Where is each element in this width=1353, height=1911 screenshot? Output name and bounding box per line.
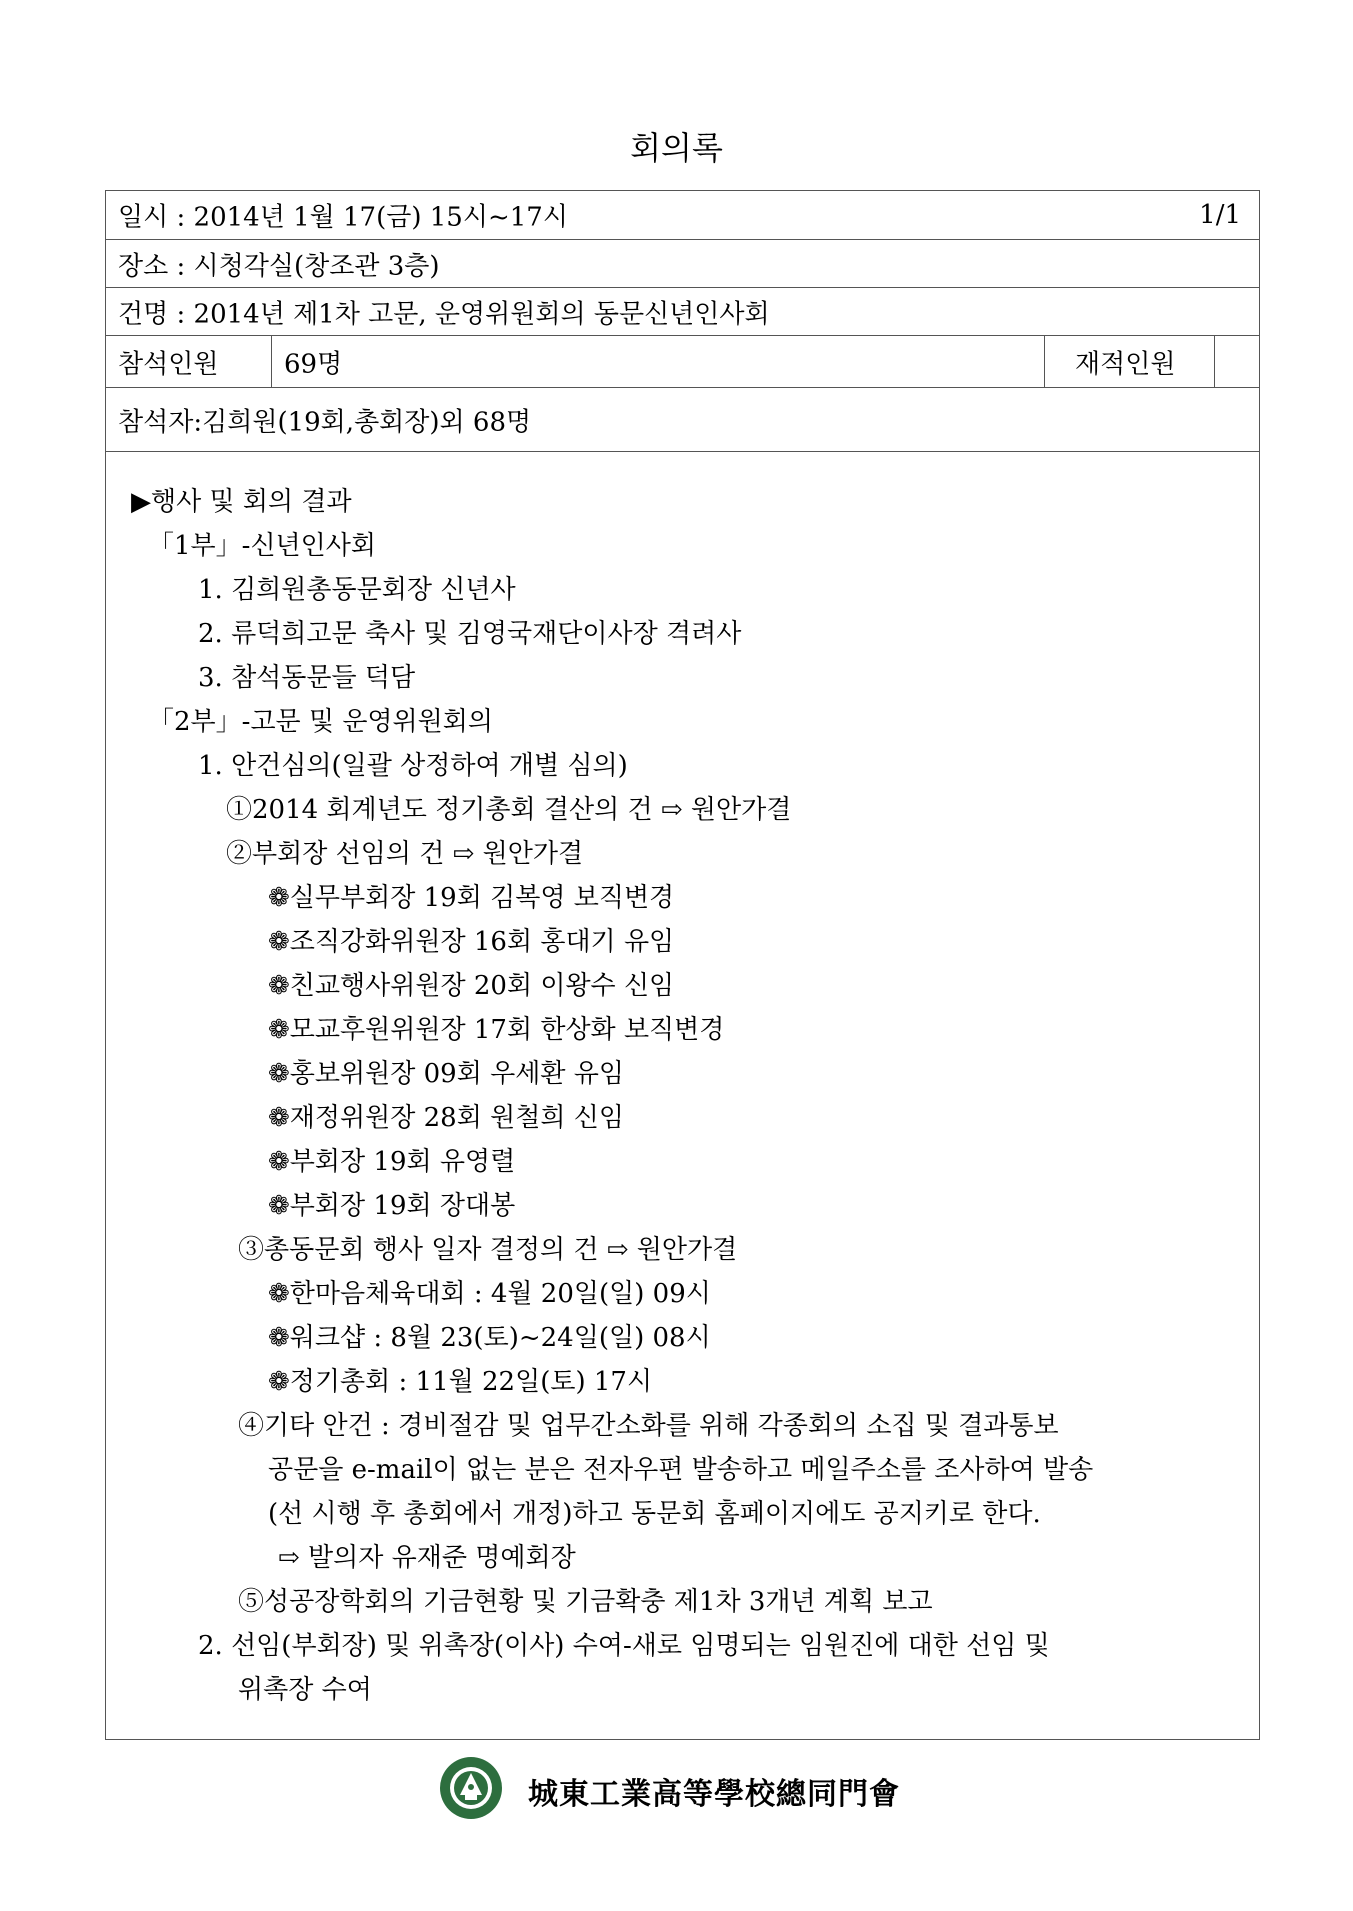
document-title: 회의록 — [630, 129, 723, 167]
place-line: 장소 : 시청각실(창조관 3층) — [118, 251, 440, 281]
sub-item: ❁부회장 19회 장대봉 — [268, 1191, 516, 1221]
list-item: 1. 안건심의(일괄 상정하여 개별 심의) — [198, 751, 628, 781]
sub-item: ❁친교행사위원장 20회 이왕수 신임 — [268, 971, 675, 1001]
agenda-item: ①2014 회계년도 정기총회 결산의 건 ⇨ 원안가결 — [226, 795, 792, 825]
sub-item: ❁조직강화위원장 16회 홍대기 유임 — [268, 927, 675, 957]
attend-label: 참석인원 — [118, 349, 219, 379]
attendees-row — [106, 388, 1259, 452]
attendees-line: 참석자:김희원(19회,총회장)외 68명 — [118, 407, 532, 437]
list-item: 2. 선임(부회장) 및 위촉장(이사) 수여-새로 임명되는 임원진에 대한 선임 및 — [198, 1631, 1050, 1661]
date-line: 일시 : 2014년 1월 17(금) 15시~17시 — [118, 202, 568, 233]
list-item: 3. 참석동문들 덕담 — [198, 663, 416, 693]
sub-item: ❁워크샵 : 8월 23(토)~24일(일) 08시 — [268, 1323, 711, 1353]
section-heading: ▶행사 및 회의 결과 — [131, 487, 352, 517]
subject-row — [106, 288, 1259, 336]
agenda-item: ⑤성공장학회의 기금현황 및 기금확충 제1차 3개년 계획 보고 — [238, 1587, 933, 1617]
organization-name: 城東工業高等學校總同門會 — [528, 1777, 900, 1812]
minutes-table — [105, 190, 1260, 1740]
attend-value-cell — [272, 336, 1045, 387]
list-item: 2. 류덕희고문 축사 및 김영국재단이사장 격려사 — [198, 619, 742, 649]
date-row — [106, 191, 1259, 240]
part-heading: 「2부」-고문 및 운영위원회의 — [148, 707, 494, 737]
school-seal-logo — [438, 1755, 504, 1821]
attend-value: 69명 — [284, 349, 343, 379]
attendance-row — [106, 336, 1259, 388]
sub-item: ❁정기총회 : 11월 22일(토) 17시 — [268, 1367, 653, 1397]
sub-item: ❁부회장 19회 유영렬 — [268, 1147, 516, 1177]
list-item: 1. 김희원총동문회장 신년사 — [198, 575, 516, 605]
agenda-item: ③총동문회 행사 일자 결정의 건 ⇨ 원안가결 — [238, 1235, 738, 1265]
agenda-continuation: 공문을 e-mail이 없는 분은 전자우편 발송하고 메일주소를 조사하여 발송 — [268, 1455, 1094, 1485]
attend-label-cell — [106, 336, 272, 387]
place-row — [106, 240, 1259, 288]
agenda-item: ②부회장 선임의 건 ⇨ 원안가결 — [226, 839, 584, 869]
agenda-continuation: (선 시행 후 총회에서 개정)하고 동문회 홈페이지에도 공지키로 한다. — [268, 1499, 1041, 1529]
subject-line: 건명 : 2014년 제1차 고문, 운영위원회의 동문신년인사회 — [118, 299, 770, 329]
footer — [0, 1755, 1353, 1835]
page-number: 1/1 — [1199, 200, 1241, 230]
enrolled-value-cell — [1215, 336, 1259, 387]
sub-item: ❁실무부회장 19회 김복영 보직변경 — [268, 883, 675, 913]
part-heading: 「1부」-신년인사회 — [148, 531, 377, 561]
sub-item: ❁모교후원위원장 17회 한상화 보직변경 — [268, 1015, 725, 1045]
sub-item: ❁한마음체육대회 : 4월 20일(일) 09시 — [268, 1279, 711, 1309]
sub-item: ❁재정위원장 28회 원철희 신임 — [268, 1103, 624, 1133]
agenda-continuation: ⇨ 발의자 유재준 명예회장 — [278, 1543, 576, 1573]
sub-item: ❁홍보위원장 09회 우세환 유임 — [268, 1059, 624, 1089]
list-item-continuation: 위촉장 수여 — [238, 1675, 372, 1705]
agenda-item: ④기타 안건 : 경비절감 및 업무간소화를 위해 각종회의 소집 및 결과통보 — [238, 1411, 1059, 1441]
enrolled-label: 재적인원 — [1075, 349, 1176, 379]
enrolled-label-cell — [1045, 336, 1215, 387]
